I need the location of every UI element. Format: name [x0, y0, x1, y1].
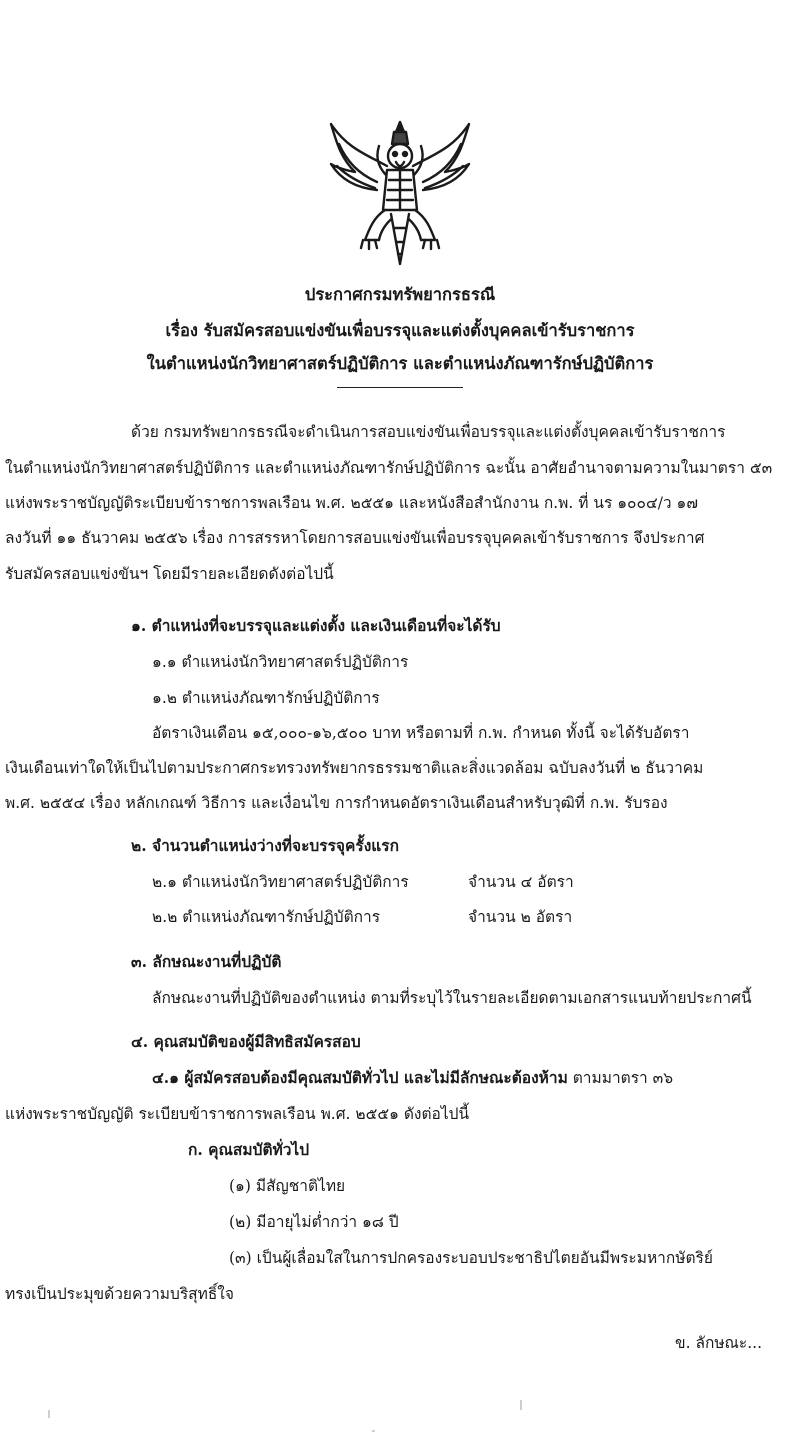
- document-subject-line-2: ในตำแหน่งนักวิทยาศาสตร์ปฏิบัติการ และตำแหน่งภัณฑารักษ์ปฏิบัติการ: [146, 354, 654, 373]
- section-1-item-1: ๑.๑ ตำแหน่งนักวิทยาศาสตร์ปฏิบัติการ: [152, 653, 409, 671]
- section-4-heading: ๔. คุณสมบัติของผู้มีสิทธิสมัครสอบ: [131, 1032, 361, 1051]
- intro-line-1: ด้วย กรมทรัพยากรธรณีจะดำเนินการสอบแข่งขันเพื่อบรรจุและแต่งตั้งบุคคลเข้ารับราชการ: [131, 423, 726, 441]
- section-2-count-1: จำนวน ๔ อัตรา: [468, 873, 574, 891]
- qualification-3-cont: ทรงเป็นประมุขด้วยความบริสุทธิ์ใจ: [5, 1285, 234, 1303]
- qualification-2: (๒) มีอายุไม่ต่ำกว่า ๑๘ ปี: [229, 1213, 399, 1231]
- salary-line-1: อัตราเงินเดือน ๑๕,๐๐๐-๑๖,๕๐๐ บาท หรือตามที่ ก.พ. กำหนด ทั้งนี้ จะได้รับอัตรา: [152, 724, 690, 742]
- intro-line-3: แห่งพระราชบัญญัติระเบียบข้าราชการพลเรือน พ.ศ. ๒๕๕๑ และหนังสือสำนักงาน ก.พ. ที่ นร ๑๐๐๔/ว ๑๗: [5, 494, 699, 512]
- section-4-1-rest: ตามมาตรา ๓๖: [567, 1069, 674, 1087]
- title-divider: [337, 387, 463, 388]
- salary-line-3: พ.ศ. ๒๕๕๔ เรื่อง หลักเกณฑ์ วิธีการ และเงื่อนไข การกำหนดอัตราเงินเดือนสำหรับวุฒิที่ ก.พ. รับรอง: [5, 794, 668, 812]
- section-2-heading: ๒. จำนวนตำแหน่งว่างที่จะบรรจุครั้งแรก: [131, 836, 399, 855]
- section-4-1-line-1: [152, 1068, 673, 1088]
- intro-line-2: ในตำแหน่งนักวิทยาศาสตร์ปฏิบัติการ และตำแหน่งภัณฑารักษ์ปฏิบัติการ ฉะนั้น อาศัยอำนาจตามความในมาตรา ๕๓: [5, 459, 773, 477]
- section-3-heading: ๓. ลักษณะงานที่ปฏิบัติ: [131, 952, 282, 971]
- section-2-count-2: จำนวน ๒ อัตรา: [468, 908, 573, 926]
- section-1-heading: ๑. ตำแหน่งที่จะบรรจุและแต่งตั้ง และเงินเดือนที่จะได้รับ: [131, 616, 501, 635]
- section-4-1-bold: ๔.๑ ผู้สมัครสอบต้องมีคุณสมบัติทั่วไป และไม่มีลักษณะต้องห้าม: [152, 1068, 568, 1087]
- qualification-3: (๓) เป็นผู้เลื่อมใสในการปกครองระบอบประชาธิปไตยอันมีพระมหากษัตริย์: [229, 1249, 713, 1267]
- section-2-item-1: ๒.๑ ตำแหน่งนักวิทยาศาสตร์ปฏิบัติการ: [152, 873, 409, 891]
- salary-line-2: เงินเดือนเท่าใดให้เป็นไปตามประกาศกระทรวงทรัพยากรธรรมชาติและสิ่งแวดล้อม ฉบับลงวันที่ ๒ ธันวาคม: [5, 759, 704, 777]
- scan-speck: [48, 1410, 50, 1418]
- qualification-1: (๑) มีสัญชาติไทย: [229, 1177, 346, 1195]
- page-continuation: ข. ลักษณะ...: [675, 1334, 763, 1352]
- intro-line-4: ลงวันที่ ๑๑ ธันวาคม ๒๕๕๖ เรื่อง การสรรหาโดยการสอบแข่งขันเพื่อบรรจุบุคคลเข้ารับราชการ จึงประกาศ: [5, 529, 705, 547]
- section-4-1-line-2: แห่งพระราชบัญญัติ ระเบียบข้าราชการพลเรือน พ.ศ. ๒๕๕๑ ดังต่อไปนี้: [5, 1105, 470, 1123]
- garuda-emblem-icon: [325, 118, 475, 268]
- document-subject: เรื่อง รับสมัครสอบแข่งขันเพื่อบรรจุและแต่งตั้งบุคคลเข้ารับราชการ: [165, 321, 635, 340]
- sub-a-heading: ก. คุณสมบัติทั่วไป: [188, 1140, 310, 1159]
- section-1-item-2: ๑.๒ ตำแหน่งภัณฑารักษ์ปฏิบัติการ: [152, 689, 380, 707]
- scan-speck: [520, 1400, 522, 1410]
- section-3-text: ลักษณะงานที่ปฏิบัติของตำแหน่ง ตามที่ระบุไว้ในรายละเอียดตามเอกสารแนบท้ายประกาศนี้: [152, 989, 752, 1007]
- section-2-item-2: ๒.๒ ตำแหน่งภัณฑารักษ์ปฏิบัติการ: [152, 908, 381, 926]
- intro-line-5: รับสมัครสอบแข่งขันฯ โดยมีรายละเอียดดังต่อไปนี้: [5, 565, 334, 583]
- document-title: ประกาศกรมทรัพยากรธรณี: [304, 285, 496, 304]
- scan-speck: [372, 1430, 375, 1432]
